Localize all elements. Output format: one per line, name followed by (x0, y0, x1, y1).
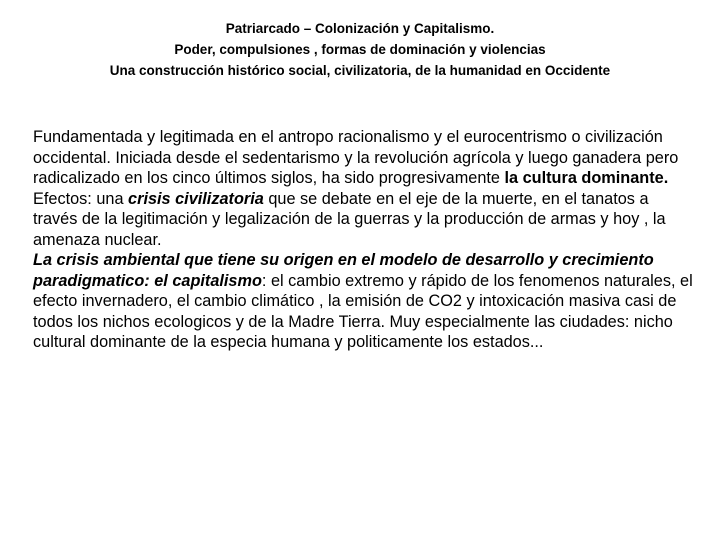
paragraph-effects-prefix: Efectos: una (33, 189, 129, 208)
paragraph-environmental-emphasis: La crisis ambiental que tiene su origen en el modelo de desarrollo y crecimiento paradigmatico: el capitalismo (33, 251, 654, 290)
paragraph-origins-emphasis: la cultura dominante. (504, 169, 669, 187)
slide-title (40, 18, 680, 81)
paragraph-origins-text: Fundamentada y legitimada en el antropo racionalismo y el eurocentrismo o civilización occidental. Iniciada desde el sedentarismo y la revolución agrícola y luego ganadera pero radicalizado en los cinco últimos siglos, ha sido progresivamente (33, 128, 679, 187)
paragraph-environmental-suffix: : el cambio extremo y rápido de los fenomenos naturales, el efecto invernadero, el cambio climático , la emisión de CO2 y intoxicación masiva casi de todos los nichos ecologicos y de la Madre Tierra. Muy especialmente las ciudades: nicho cultural dominante de la especia humana y politicamente los estados... (33, 271, 693, 351)
paragraph-effects (33, 189, 693, 251)
paragraph-origins (33, 127, 693, 189)
title-line-3: Una construcción histórico social, civilizatoria, de la humanidad en Occidente (109, 63, 611, 78)
paragraph-effects-suffix: que se debate en el eje de la muerte, en el tanatos a través de la legitimación y legalización de la guerras y la producción de armas y hoy , la amenaza nuclear. (33, 189, 666, 249)
title-line-2: Poder, compulsiones , formas de dominación y violencias (174, 42, 546, 57)
paragraph-environmental-crisis (33, 250, 693, 353)
paragraph-effects-emphasis: crisis civilizatoria (128, 189, 264, 208)
title-line-1: Patriarcado – Colonización y Capitalismo. (225, 21, 495, 36)
slide-body (33, 127, 693, 353)
